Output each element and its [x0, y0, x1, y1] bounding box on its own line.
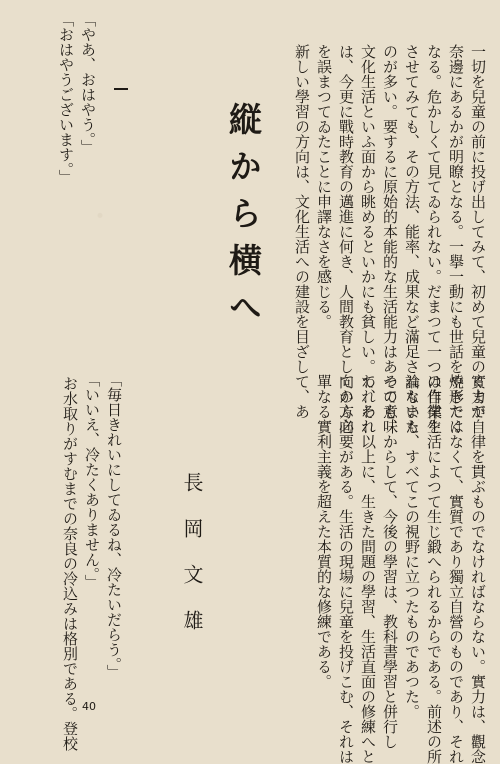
text-column: 向かふ必要がある。生活の現場に兒童を投げこむ、それは	[337, 374, 355, 764]
text-column: のが多い。要するに原始的本能的な生活能力はあつても、	[381, 44, 399, 434]
page-number: 40	[82, 700, 96, 713]
text-column: を誤まつてゐたことに申譯なさを感じる。	[315, 44, 333, 329]
text-column: て、それ以上に、生きた問題の學習、生活直面の修練へと	[359, 374, 377, 764]
text-column: 論もまた、すべてこの視野に立つたものであつた。	[403, 374, 421, 719]
dialogue-line: 「おはやうございます。」	[57, 12, 75, 185]
text-column: や形ではなくて、實質であり獨立自營のものであり、それ	[447, 374, 465, 764]
text-column: 文化生活といふ面から眺めるといかにも貧しい。われわれ	[359, 44, 377, 434]
dialogue-line: 「やあ、おはやう。」	[79, 12, 97, 155]
text-column: お水取りがすむまでの奈良の冷込みは格別である。登校	[61, 376, 79, 751]
text-column: 新しい學習の方向は、文化生活への建設を目ざして、あ	[293, 44, 311, 419]
article-title: 縦から横へ	[224, 102, 263, 337]
text-column: 奈邊にあるかが明瞭となる。一擧一動にも世話を燒きたく	[447, 44, 465, 434]
text-column: は、今更に戰時教育の邁進に何き、人間教育としての方向	[337, 44, 355, 434]
dialogue-line: 「いいえ、冷たくありません。」	[83, 372, 101, 590]
text-column: 單なる實利主義を超えた本質的な修練である。	[315, 374, 333, 689]
separator-dash	[114, 88, 128, 90]
text-column: させてみても、その方法、能率、成果など滿足されないも	[403, 44, 421, 434]
text-column: くまで自律を貫ぶものでなければならない。實力は、觀念	[469, 374, 487, 764]
text-column: なる。危かしくて見てゐられない。だまつて一つの作業を	[425, 44, 443, 434]
text-column: その意味からして、今後の學習は、教科書學習と併行し	[381, 374, 399, 749]
text-column: は自律生活によつて生じ鍛へられるからである。前述の所	[425, 374, 443, 764]
text-column: 一切を兒童の前に投げ出してみて、初めて兒童の實力が	[469, 44, 487, 419]
author-name: 長岡文雄	[180, 472, 204, 656]
dialogue-line: 「毎日きれいにしてゐるね、冷たいだらう。」	[105, 372, 123, 680]
